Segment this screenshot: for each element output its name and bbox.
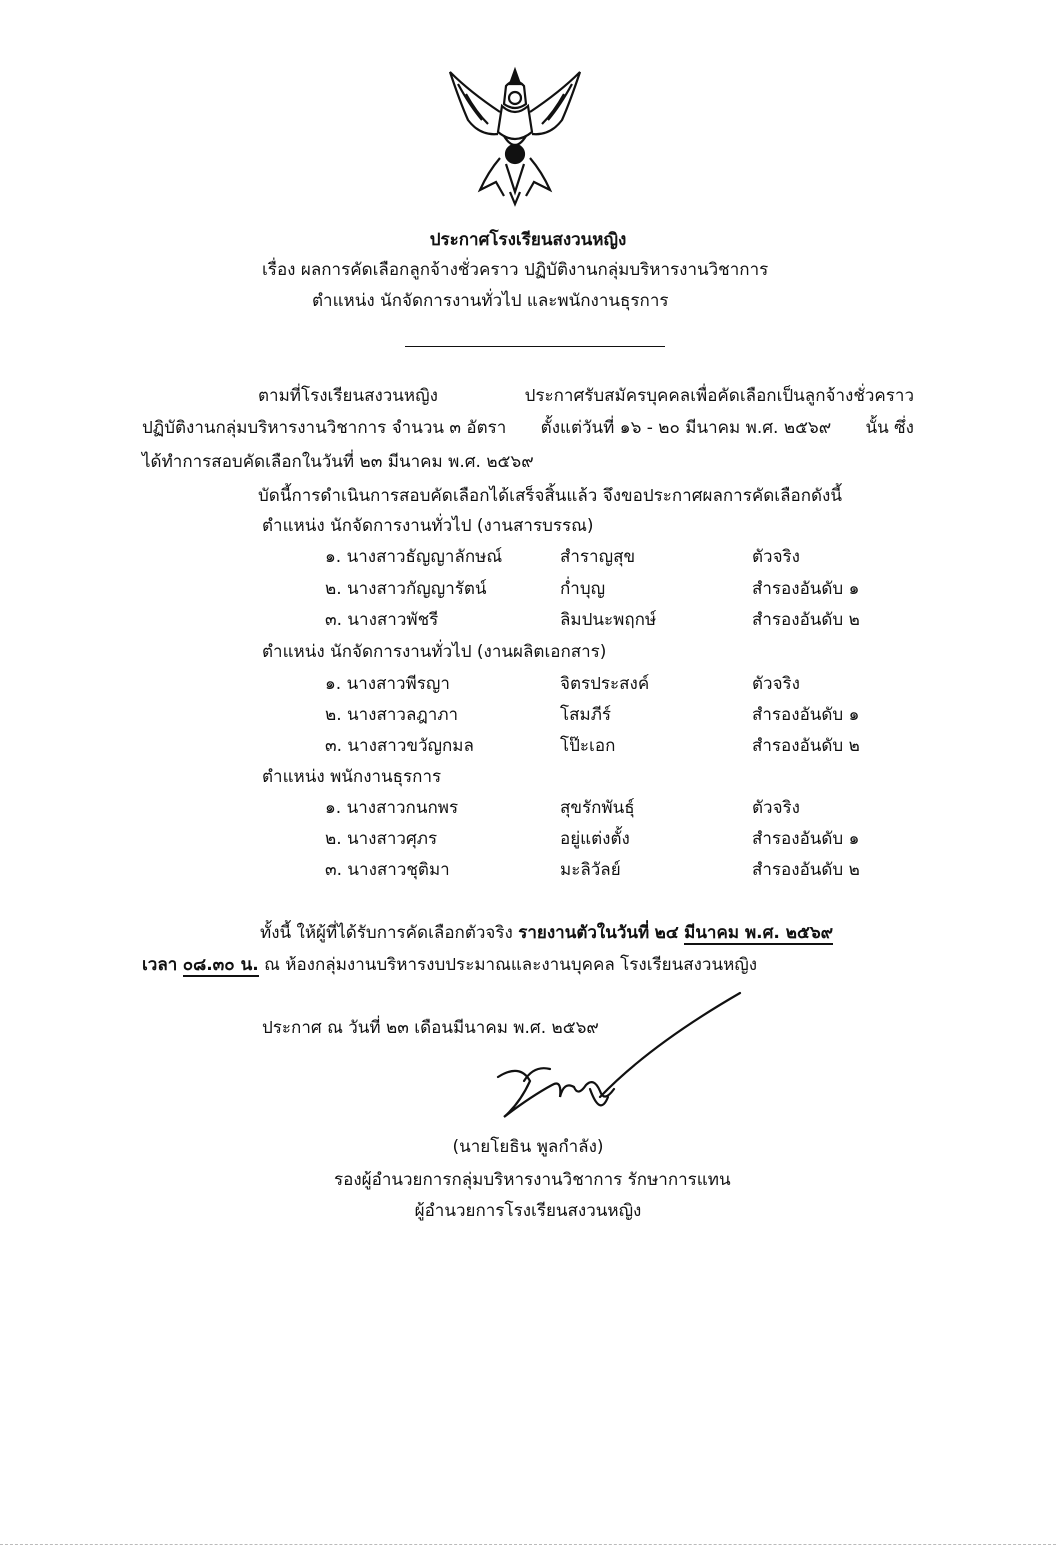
candidate-rank: สำรองอันดับ ๑ (752, 579, 860, 599)
position-heading-3: ตำแหน่ง พนักงานธุรการ (262, 767, 442, 787)
signatory-name: (นายโยธิน พูลกำลัง) (452, 1137, 604, 1157)
body-text: ตั้งแต่วันที่ ๑๖ - ๒๐ มีนาคม พ.ศ. ๒๕๖๙ (540, 418, 832, 438)
candidate-name: ๑. นางสาวพีรญา (325, 674, 450, 694)
report-instruction-line-1 (260, 921, 833, 945)
candidate-row (0, 702, 1056, 728)
candidate-rank: สำรองอันดับ ๒ (752, 610, 860, 630)
candidate-rank: สำรองอันดับ ๒ (752, 860, 860, 880)
body-paragraph-1-line-2 (142, 416, 914, 440)
candidate-row (0, 607, 1056, 633)
header-divider (405, 346, 665, 347)
candidate-rank: สำรองอันดับ ๑ (752, 829, 860, 849)
candidate-rank: ตัวจริง (752, 674, 800, 694)
candidate-name: ๑. นางสาวธัญญาลักษณ์ (325, 547, 503, 567)
candidate-surname: ลิมปนะพฤกษ์ (560, 610, 657, 630)
report-time: ๐๘.๓๐ น. (182, 955, 259, 975)
candidate-surname: มะลิวัลย์ (560, 860, 621, 880)
candidate-surname: สุขรักพันธุ์ (560, 798, 635, 818)
body-text: ทั้งนี้ ให้ผู้ที่ได้รับการคัดเลือกตัวจริง (260, 923, 513, 943)
candidate-name: ๒. นางสาวศุภร (325, 829, 438, 849)
candidate-surname: โสมภีร์ (560, 705, 612, 725)
handwritten-signature (490, 985, 750, 1135)
candidate-name: ๑. นางสาวกนกพร (325, 798, 459, 818)
body-text: ปฏิบัติงานกลุ่มบริหารงานวิชาการ จำนวน ๓ อัตรา (142, 418, 507, 438)
report-time-label: เวลา (142, 955, 178, 975)
candidate-surname: ก่ำบุญ (560, 579, 606, 599)
candidate-name: ๒. นางสาวกัญญารัตน์ (325, 579, 487, 599)
body-text: ประกาศรับสมัครบุคคลเพื่อคัดเลือกเป็นลูกจ้างชั่วคราว (524, 386, 914, 406)
candidate-row (0, 857, 1056, 883)
candidate-row (0, 795, 1056, 821)
report-place: ณ ห้องกลุ่มงานบริหารงบประมาณและงานบุคคล โรงเรียนสงวนหญิง (264, 955, 758, 975)
candidate-row (0, 544, 1056, 570)
announcement-date: ประกาศ ณ วันที่ ๒๓ เดือนมีนาคม พ.ศ. ๒๕๖๙ (262, 1018, 599, 1038)
signatory-title-2: ผู้อำนวยการโรงเรียนสงวนหญิง (414, 1201, 642, 1221)
candidate-surname: สำราญสุข (560, 547, 636, 567)
candidate-name: ๓. นางสาวชุติมา (325, 860, 450, 880)
candidate-name: ๓. นางสาวขวัญกมล (325, 736, 474, 756)
report-instruction-line-2 (142, 953, 757, 977)
garuda-emblem (440, 62, 590, 212)
candidate-row (0, 826, 1056, 852)
body-text: ตามที่โรงเรียนสงวนหญิง (258, 386, 438, 406)
page-bottom-edge (0, 1544, 1056, 1545)
body-paragraph-2: บัดนี้การดำเนินการสอบคัดเลือกได้เสร็จสิ้นแล้ว จึงขอประกาศผลการคัดเลือกดังนี้ (258, 486, 842, 506)
candidate-rank: ตัวจริง (752, 798, 800, 818)
body-paragraph-1-line-1 (258, 384, 914, 408)
position-heading-1: ตำแหน่ง นักจัดการงานทั่วไป (งานสารบรรณ) (262, 516, 594, 536)
subject-line-1: เรื่อง ผลการคัดเลือกลูกจ้างชั่วคราว ปฏิบัติงานกลุ่มบริหารงานวิชาการ (262, 260, 769, 280)
candidate-name: ๒. นางสาวลฎาภา (325, 705, 459, 725)
candidate-rank: สำรองอันดับ ๒ (752, 736, 860, 756)
body-text: นั้น ซึ่ง (865, 418, 914, 438)
body-paragraph-1-line-3: ได้ทำการสอบคัดเลือกในวันที่ ๒๓ มีนาคม พ.ศ. ๒๕๖๙ (142, 452, 534, 472)
position-heading-2: ตำแหน่ง นักจัดการงานทั่วไป (งานผลิตเอกสาร) (262, 642, 607, 662)
candidate-surname: จิตรประสงค์ (560, 674, 650, 694)
candidate-row (0, 576, 1056, 602)
announcement-title: ประกาศโรงเรียนสงวนหญิง (429, 230, 627, 250)
report-day: ๒๔ (654, 923, 679, 943)
subject-line-2: ตำแหน่ง นักจัดการงานทั่วไป และพนักงานธุรการ (312, 291, 669, 311)
candidate-name: ๓. นางสาวพัชรี (325, 610, 439, 630)
candidate-row (0, 733, 1056, 759)
candidate-rank: ตัวจริง (752, 547, 800, 567)
candidate-rank: สำรองอันดับ ๑ (752, 705, 860, 725)
candidate-surname: อยู่แต่งตั้ง (560, 829, 630, 849)
report-month-year: มีนาคม พ.ศ. ๒๕๖๙ (684, 923, 834, 943)
candidate-row (0, 671, 1056, 697)
signatory-title-1: รองผู้อำนวยการกลุ่มบริหารงานวิชาการ รักษาการแทน (334, 1170, 731, 1190)
report-date-label: รายงานตัวในวันที่ (518, 923, 650, 943)
candidate-surname: โป๊ะเอก (560, 736, 616, 756)
